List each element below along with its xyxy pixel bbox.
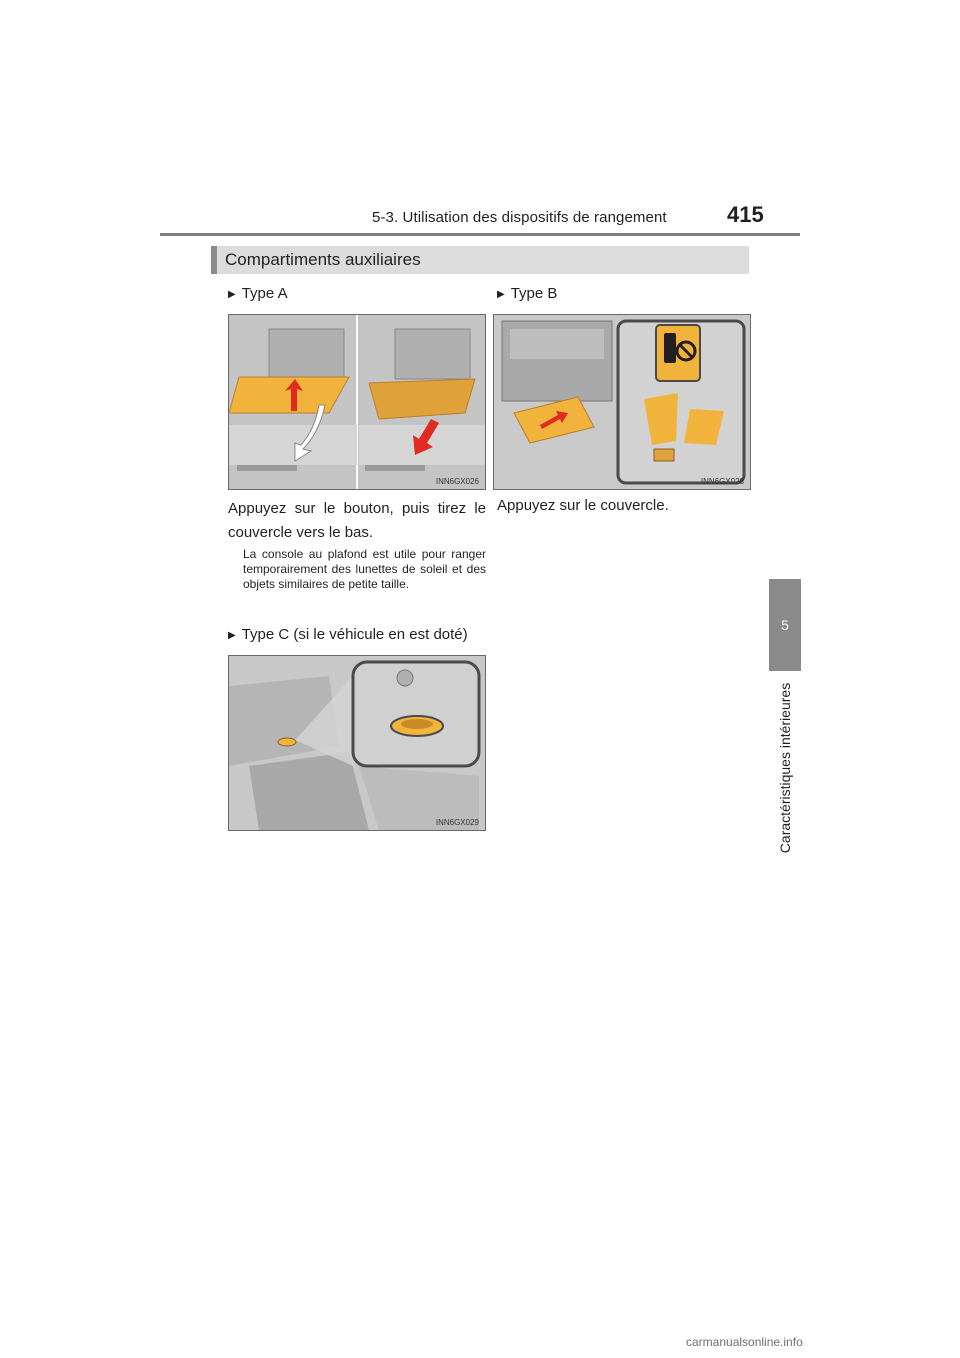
type-c-illustration [228, 655, 486, 831]
type-a-label-text: Type A [241, 285, 288, 302]
type-b-label [497, 285, 557, 302]
triangle-bullet-icon: ▶ [228, 630, 236, 641]
type-a-instruction: Appuyez sur le bouton, puis tirez le couvercle vers le bas. [228, 500, 486, 541]
type-b-label-text: Type B [510, 285, 558, 302]
type-c-label [228, 626, 468, 643]
center-console-drawing [494, 315, 750, 489]
type-b-illustration [493, 314, 751, 490]
overhead-console-drawing [229, 315, 485, 489]
type-a-illustration [228, 314, 486, 490]
page-number: 415 [727, 202, 764, 227]
section-title: Compartiments auxiliaires [225, 250, 421, 269]
chapter-title: Caractéristiques intérieures [777, 682, 793, 853]
chapter-title-vertical [772, 675, 798, 860]
type-b-instruction: Appuyez sur le couvercle. [497, 497, 669, 514]
type-c-image-code: INN6GX029 [435, 818, 479, 827]
type-a-image-code: INN6GX026 [435, 477, 479, 486]
type-a-label [228, 285, 288, 302]
running-header: 5-3. Utilisation des dispositifs de rangement [372, 209, 667, 226]
footer-watermark: carmanualsonline.info [686, 1335, 803, 1349]
type-c-label-text: Type C (si le véhicule en est doté) [241, 626, 468, 643]
header-rule [160, 233, 800, 236]
type-b-image-code: INN6GX028 [700, 477, 744, 486]
triangle-bullet-icon: ▶ [497, 289, 505, 300]
section-accent [211, 246, 217, 274]
section-header-bar [211, 246, 749, 274]
chapter-tab: 5 [769, 579, 801, 671]
triangle-bullet-icon: ▶ [228, 289, 236, 300]
floor-compartment-drawing [229, 656, 485, 830]
type-a-note: La console au plafond est utile pour ranger temporairement des lunettes de soleil et des objets similaires de petite taille. [243, 547, 486, 591]
